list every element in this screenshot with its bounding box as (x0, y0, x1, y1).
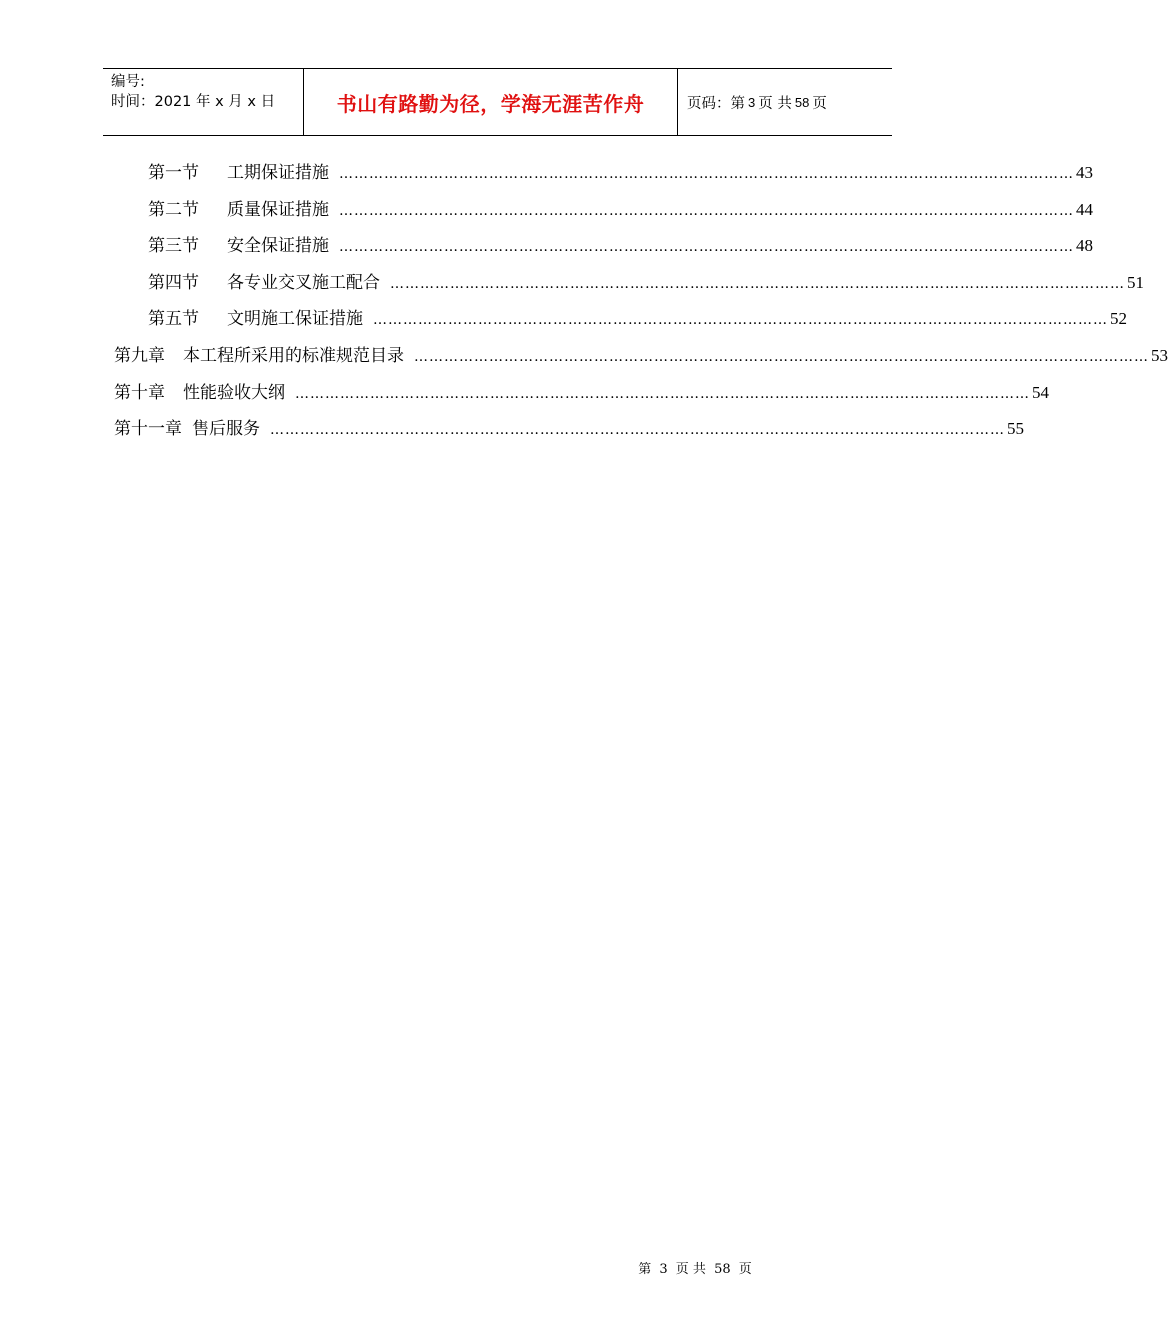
toc-entry-label: 第五节 (148, 309, 199, 329)
toc-entry-label: 第九章 (114, 346, 165, 366)
toc-entry-page: 53 (1151, 346, 1168, 365)
toc-entry-chapter-10[interactable] (114, 378, 1049, 403)
footer-suffix: 页 (738, 1262, 752, 1277)
toc-entry-page: 51 (1127, 273, 1144, 292)
toc-entry-page: 48 (1076, 236, 1093, 255)
footer-page-total: 58 (714, 1262, 731, 1277)
toc-leader-dots: ………………………………………………………………………………………………………………………………… (339, 166, 1074, 182)
toc-entry-section-5[interactable] (148, 304, 1127, 329)
toc-entry-title: 质量保证措施 (227, 200, 329, 220)
header-page-prefix: 页码：第 (687, 95, 745, 112)
toc-entry-section-1[interactable] (148, 158, 1093, 183)
footer-middle: 页 共 (675, 1262, 706, 1277)
toc-entry-page: 54 (1032, 383, 1049, 402)
toc-entry-page: 52 (1110, 309, 1127, 328)
toc-entry-label: 第一节 (148, 163, 199, 183)
toc-entry-label: 第十一章 (114, 419, 182, 439)
header-page-total: 58 (794, 94, 810, 110)
header-motto: 书山有路勤为径，学海无涯苦作舟 (304, 69, 678, 135)
toc-entry-label: 第十章 (114, 383, 165, 403)
toc-entry-page: 55 (1007, 419, 1024, 438)
footer-page-current: 3 (659, 1262, 668, 1277)
toc-leader-dots: ………………………………………………………………………………………………………………………………… (339, 203, 1074, 219)
header-page-info (678, 69, 892, 135)
header-page-suffix: 页 (812, 95, 827, 112)
header-page-middle: 页 共 (758, 95, 792, 112)
toc-entry-chapter-9[interactable] (114, 341, 1168, 366)
page-footer (0, 1258, 950, 1277)
toc-entry-section-3[interactable] (148, 231, 1093, 256)
toc-entry-label: 第二节 (148, 200, 199, 220)
toc-leader-dots: ………………………………………………………………………………………………………………………………… (414, 349, 1149, 365)
toc-entry-label: 第三节 (148, 236, 199, 256)
toc-leader-dots: ………………………………………………………………………………………………………………………………… (270, 422, 1005, 438)
toc-entry-section-2[interactable] (148, 195, 1093, 220)
header-page-current: 3 (748, 94, 756, 110)
toc-entry-chapter-11[interactable] (114, 414, 1024, 439)
toc-entry-title: 安全保证措施 (227, 236, 329, 256)
toc-entry-title: 本工程所采用的标准规范目录 (183, 346, 404, 366)
toc-entry-title: 各专业交叉施工配合 (227, 273, 380, 293)
toc-entry-section-4[interactable] (148, 268, 1144, 293)
toc-entry-page: 43 (1076, 163, 1093, 182)
toc-leader-dots: ………………………………………………………………………………………………………………………………… (390, 276, 1125, 292)
document-number-label: 编号: (111, 74, 145, 90)
toc-entry-title: 性能验收大纲 (183, 383, 285, 403)
toc-leader-dots: ………………………………………………………………………………………………………………………………… (295, 386, 1030, 402)
toc-leader-dots: ………………………………………………………………………………………………………………………………… (339, 239, 1074, 255)
toc-entry-title: 文明施工保证措施 (227, 309, 363, 329)
toc-leader-dots: ………………………………………………………………………………………………………………………………… (373, 312, 1108, 328)
toc-entry-title: 售后服务 (192, 419, 260, 439)
footer-prefix: 第 (638, 1262, 652, 1277)
page-header (103, 68, 892, 136)
toc-entry-page: 44 (1076, 200, 1093, 219)
header-meta (103, 69, 304, 135)
toc-entry-label: 第四节 (148, 273, 199, 293)
toc-entry-title: 工期保证措施 (227, 163, 329, 183)
document-time-label: 时间：2021 年 x 月 x 日 (111, 94, 276, 110)
